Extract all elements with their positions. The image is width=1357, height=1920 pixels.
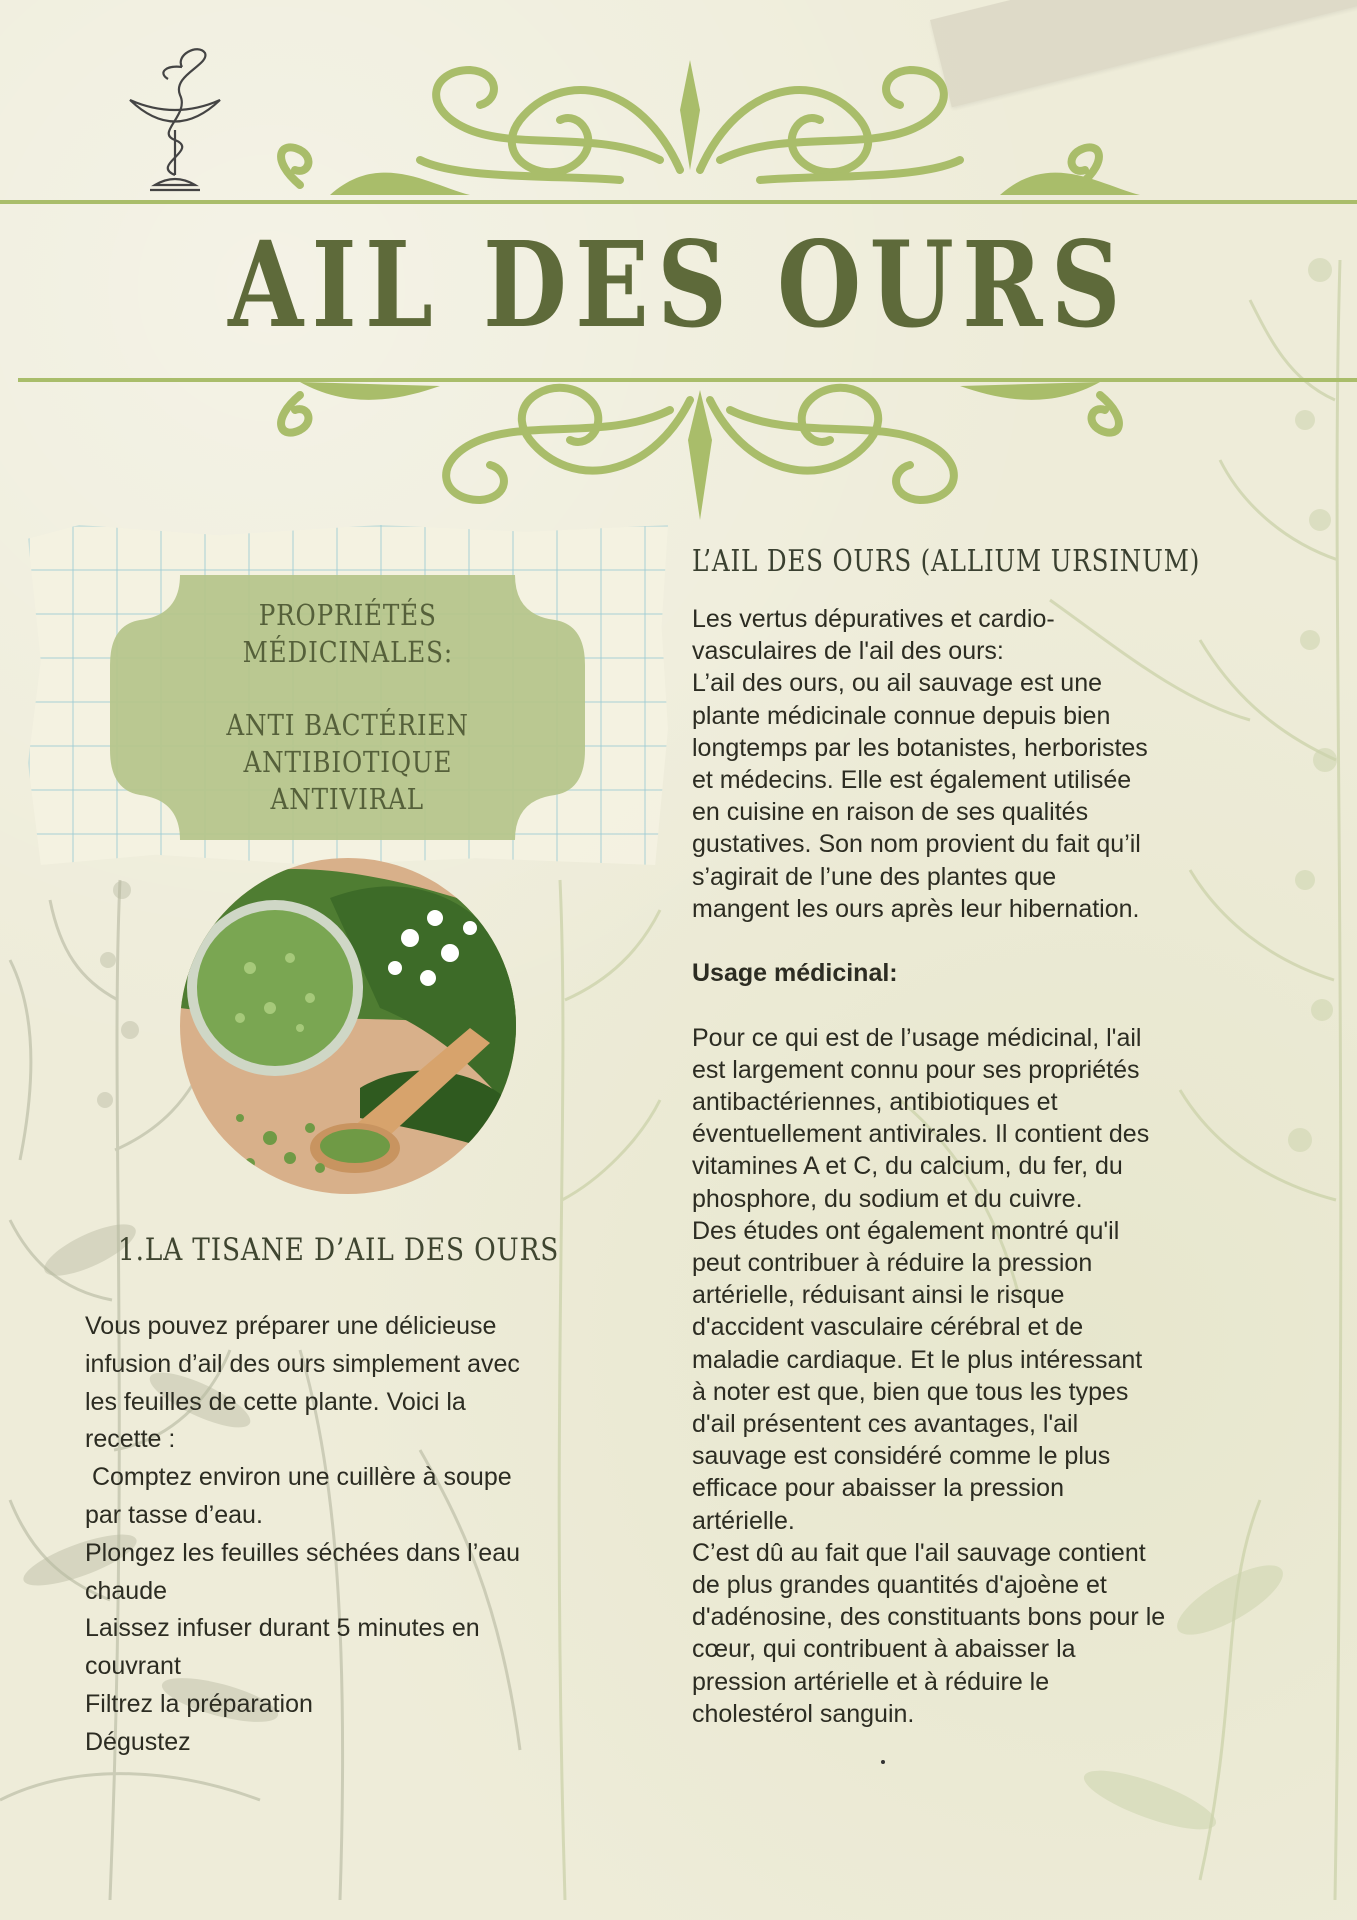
text-line: cœur, qui contribuent à abaisser la xyxy=(692,1635,1076,1664)
text-line: infusion d’ail des ours simplement avec xyxy=(85,1349,520,1378)
label-heading-line: PROPRIÉTÉS xyxy=(258,598,437,632)
text-line: est largement connu pour ses propriétés xyxy=(692,1055,1140,1084)
text-line: vasculaires de l'ail des ours: xyxy=(692,637,1004,666)
text-line: Filtrez la préparation xyxy=(85,1689,313,1718)
text-line: chaude xyxy=(85,1576,168,1605)
text-line: Vous pouvez préparer une délicieuse xyxy=(85,1312,497,1340)
text-line: peut contribuer à réduire la pression xyxy=(692,1249,1093,1278)
text-line: recette : xyxy=(85,1425,176,1454)
text-line: artérielle. xyxy=(692,1506,795,1535)
text-line: maladie cardiaque. Et le plus intéressant xyxy=(692,1345,1143,1374)
text-line: Plongez les feuilles séchées dans l’eau xyxy=(85,1538,520,1567)
text-line: d'accident vasculaire cérébral et de xyxy=(692,1313,1084,1342)
label-property-line: ANTIBIOTIQUE xyxy=(243,745,452,779)
text-line: Laissez infuser durant 5 minutes en xyxy=(85,1614,480,1643)
text-line: de plus grandes quantités d'ajoène et xyxy=(692,1571,1107,1600)
tisane-text xyxy=(85,1308,615,1762)
text-line: à noter est que, bien que tous les types xyxy=(692,1377,1129,1406)
text-line: Dégustez xyxy=(85,1727,191,1756)
text-line: Des études ont également montré qu'il xyxy=(692,1216,1120,1245)
text-line: d'adénosine, des constituants bons pour le xyxy=(692,1603,1166,1632)
text-line: cholestérol sanguin. xyxy=(692,1699,915,1728)
allium-heading: L’AIL DES OURS (ALLIUM URSINUM) xyxy=(692,544,1201,579)
text-line: par tasse d’eau. xyxy=(85,1500,263,1529)
text-line: s’agirait de l’une des plantes que xyxy=(692,862,1057,891)
text-line: pression artérielle et à réduire le xyxy=(692,1667,1050,1696)
text-line: éventuellement antivirales. Il contient des xyxy=(692,1120,1150,1149)
text-line: efficace pour abaisser la pression xyxy=(692,1474,1064,1503)
text-line: en cuisine en raison de ses qualités xyxy=(692,798,1089,827)
text-line: antibactériennes, antibiotiques et xyxy=(692,1088,1058,1117)
text-line: L’ail des ours, ou ail sauvage est une xyxy=(692,669,1102,698)
decorative-dot xyxy=(881,1760,885,1764)
text-line: artérielle, réduisant ainsi le risque xyxy=(692,1281,1065,1310)
text-line: Pour ce qui est de l’usage médicinal, l'ail xyxy=(692,1023,1142,1052)
text-line: mangent les ours après leur hibernation. xyxy=(692,894,1140,923)
text-line: phosphore, du sodium et du cuivre. xyxy=(692,1184,1083,1213)
label-property-line: ANTI BACTÉRIEN xyxy=(226,708,469,742)
medicinal-properties-label xyxy=(110,575,585,840)
text-line: d'ail présentent ces avantages, l'ail xyxy=(692,1410,1079,1439)
allium-text xyxy=(692,603,1262,1730)
label-heading-line: MÉDICINALES: xyxy=(242,635,453,669)
text-line: C’est dû au fait que l'ail sauvage contient xyxy=(692,1538,1146,1567)
usage-subheading: Usage médicinal: xyxy=(692,959,898,988)
text-line: couvrant xyxy=(85,1652,181,1681)
text-line: gustatives. Son nom provient du fait qu’il xyxy=(692,830,1141,859)
tisane-heading: 1.LA TISANE D’AIL DES OURS xyxy=(118,1232,560,1268)
text-line: et médecins. Elle est également utilisée xyxy=(692,766,1132,795)
label-property-line: ANTIVIRAL xyxy=(270,782,425,816)
text-line: Comptez environ une cuillère à soupe xyxy=(85,1463,512,1492)
wild-garlic-photo xyxy=(180,858,516,1194)
text-line: Les vertus dépuratives et cardio- xyxy=(692,605,1055,633)
text-line: plante médicinale connue depuis bien xyxy=(692,701,1111,730)
text-line: vitamines A et C, du calcium, du fer, du xyxy=(692,1152,1123,1181)
text-line: les feuilles de cette plante. Voici la xyxy=(85,1387,466,1416)
text-line: longtemps par les botanistes, herboristes xyxy=(692,733,1148,762)
text-line: sauvage est considéré comme le plus xyxy=(692,1442,1111,1471)
page-title: AIL DES OURS xyxy=(228,215,1129,354)
